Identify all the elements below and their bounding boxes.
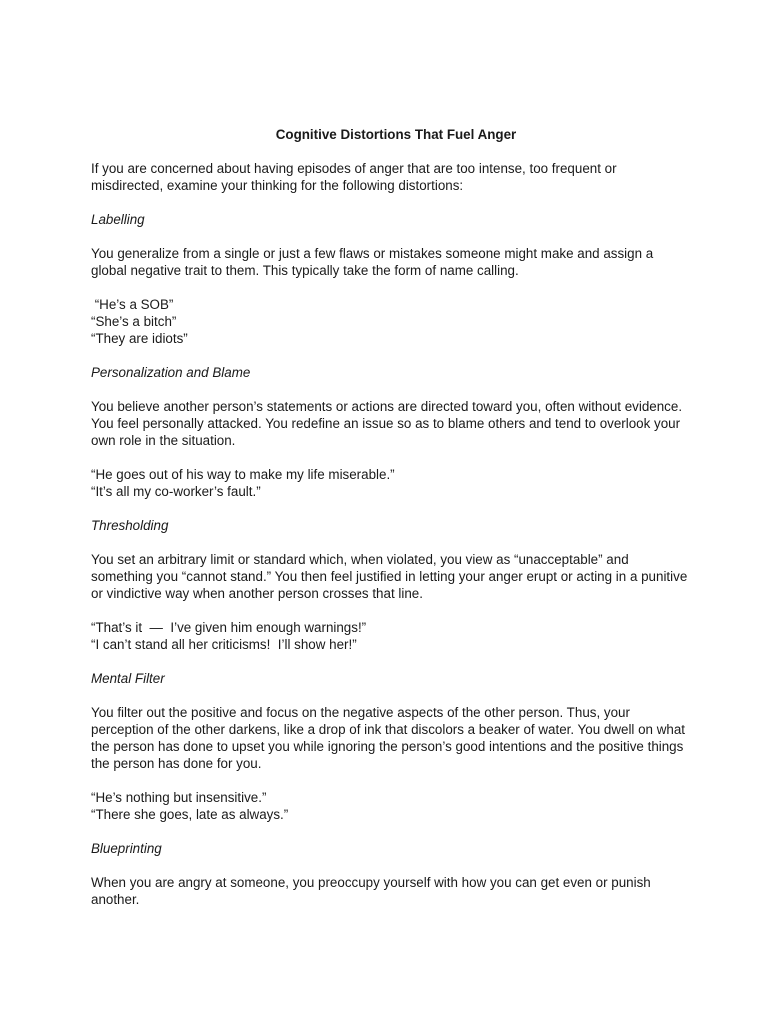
example-quote: “He’s a SOB”: [91, 297, 174, 312]
section-heading-labelling: Labelling: [91, 212, 145, 227]
example-quote: “They are idiots”: [91, 331, 188, 346]
example-quote: “There she goes, late as always.”: [91, 807, 289, 822]
intro-paragraph: If you are concerned about having episodes of anger that are too intense, too frequent or misdirected, examine your thinking for the following distortions:: [91, 161, 617, 193]
document-title: Cognitive Distortions That Fuel Anger: [275, 127, 517, 142]
example-quote: “I can’t stand all her criticisms! I’ll show her!”: [91, 637, 357, 652]
section-body-personalization: You believe another person’s statements or actions are directed toward you, often without evidence. You feel personally attacked. You redefine an issue so as to blame others and tend to overlook your own role in the situation.: [91, 399, 683, 448]
examples-labelling: [91, 296, 691, 347]
section-body-thresholding: You set an arbitrary limit or standard which, when violated, you view as “unacceptable” and something you “cannot stand.” You then feel justified in letting your anger erupt or acting in a punitive or vindictive way when another person crosses that line.: [91, 552, 688, 601]
example-quote: “She’s a bitch”: [91, 314, 177, 329]
examples-thresholding: [91, 619, 691, 653]
example-quote: “It’s all my co-worker’s fault.”: [91, 484, 261, 499]
section-heading-personalization: Personalization and Blame: [91, 365, 251, 380]
example-quote: “He goes out of his way to make my life miserable.”: [91, 467, 395, 482]
examples-mental-filter: [91, 789, 691, 823]
section-body-labelling: You generalize from a single or just a few flaws or mistakes someone might make and assign a global negative trait to them. This typically take the form of name calling.: [91, 246, 654, 278]
section-heading-blueprinting: Blueprinting: [91, 841, 162, 856]
example-quote: “He’s nothing but insensitive.”: [91, 790, 267, 805]
section-heading-thresholding: Thresholding: [91, 518, 169, 533]
section-body-mental-filter: You filter out the positive and focus on the negative aspects of the other person. Thus, your perception of the other darkens, like a drop of ink that discolors a beaker of water. You dwell on what the person has done to upset you while ignoring the person’s good intentions and the positive things the person has done for you.: [91, 705, 686, 771]
document-content: [91, 126, 691, 925]
examples-personalization: [91, 466, 691, 500]
example-quote: “That’s it — I’ve given him enough warnings!”: [91, 620, 367, 635]
section-heading-mental-filter: Mental Filter: [91, 671, 165, 686]
section-body-blueprinting: When you are angry at someone, you preoccupy yourself with how you can get even or punish another.: [91, 875, 651, 907]
